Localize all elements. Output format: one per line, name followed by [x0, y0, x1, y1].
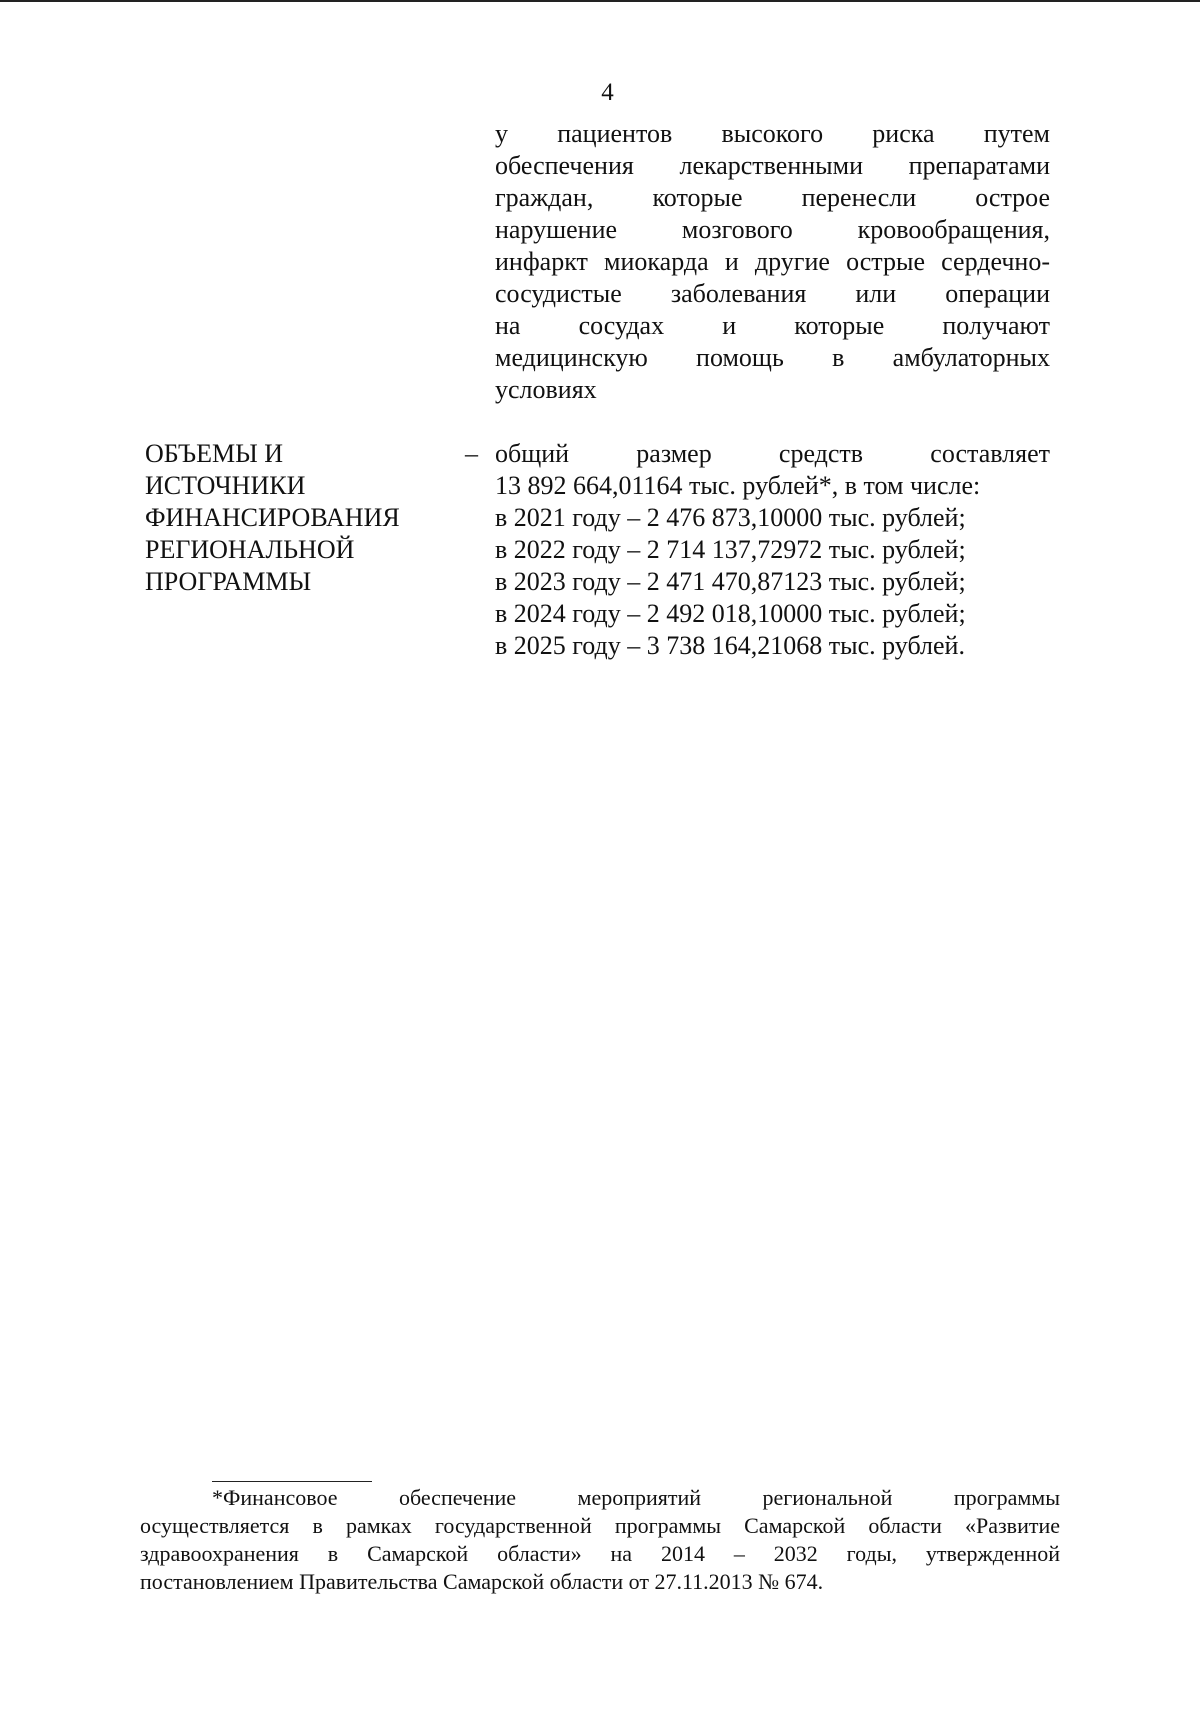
section-label-line: ПРОГРАММЫ	[145, 567, 312, 596]
section-label-line: ФИНАНСИРОВАНИЯ	[145, 503, 400, 532]
paragraph-line: медицинскую помощь в амбулаторных	[495, 343, 1050, 372]
section-label-line: ОБЪЕМЫ И	[145, 439, 284, 468]
footnote-line: здравоохранения в Самарской области» на 2014 – 2032 годы, утвержденной	[140, 1541, 1060, 1566]
paragraph-line: на сосудах и которые получают	[495, 311, 1050, 340]
paragraph-line: условиях	[495, 375, 597, 404]
top-edge-rule	[0, 0, 1200, 2]
paragraph-line: у пациентов высокого риска путем	[495, 119, 1050, 148]
paragraph-line: граждан, которые перенесли острое	[495, 183, 1050, 212]
paragraph-line: нарушение мозгового кровообращения,	[495, 215, 1050, 244]
section-label-line: РЕГИОНАЛЬНОЙ	[145, 535, 355, 564]
paragraph-line: обеспечения лекарственными препаратами	[495, 151, 1050, 180]
section-label-line: ИСТОЧНИКИ	[145, 471, 306, 500]
paragraph-line: сосудистые заболевания или операции	[495, 279, 1050, 308]
page-number: 4	[601, 79, 614, 106]
financing-total-line: общий размер средств составляет	[495, 439, 1050, 468]
financing-year-line: в 2023 году – 2 471 470,87123 тыс. рублей;	[495, 567, 966, 596]
footnote-line: осуществляется в рамках государственной программы Самарской области «Развитие	[140, 1513, 1060, 1538]
financing-section-body	[495, 438, 1050, 662]
financing-section-label	[145, 438, 445, 598]
financing-year-line: в 2025 году – 3 738 164,21068 тыс. рублей.	[495, 631, 965, 660]
financing-total-amount: 13 892 664,01164 тыс. рублей*, в том числе:	[495, 471, 981, 500]
financing-year-line: в 2021 году – 2 476 873,10000 тыс. рублей;	[495, 503, 966, 532]
footnote-line: постановлением Правительства Самарской области от 27.11.2013 № 674.	[140, 1569, 824, 1594]
continuation-paragraph	[495, 118, 1050, 406]
financing-year-line: в 2024 году – 2 492 018,10000 тыс. рублей;	[495, 599, 966, 628]
footnote	[140, 1484, 1060, 1596]
footnote-separator	[212, 1481, 372, 1482]
footnote-line: *Финансовое обеспечение мероприятий региональной программы	[212, 1485, 1060, 1510]
paragraph-line: инфаркт миокарда и другие острые сердечно-	[495, 247, 1050, 276]
financing-year-line: в 2022 году – 2 714 137,72972 тыс. рублей;	[495, 535, 966, 564]
section-dash: –	[465, 439, 478, 468]
